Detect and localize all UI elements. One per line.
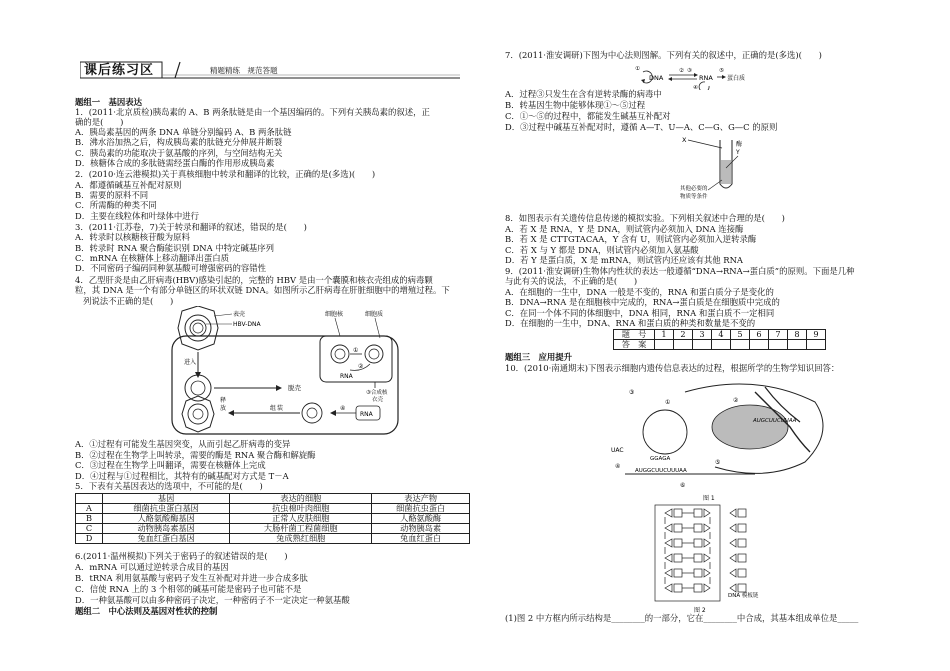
q8-option-b: B．若 X 是 CTTGTACAA，Y 含有 U，则试管内必须加入逆转录酶 [505,234,757,244]
test-tube-figure [680,134,770,204]
table-cell: 细菌抗虫蛋白 [372,504,470,514]
table-header-row [76,494,470,504]
q2-option-c: C．所需酶的种类不同 [75,200,157,210]
answer-cell[interactable] [750,340,769,350]
q1-option-b: B．沸水浴加热之后，构成胰岛素的肽链充分伸展并断裂 [75,137,283,147]
table-header-cell: 基因 [103,494,230,504]
q2-stem: 2．(2010·连云港模拟)关于真核细胞中转录和翻译的比较，正确的是(多选)( ) [75,169,376,179]
label-step2: ② [358,363,364,370]
template-base [738,509,746,517]
table-cell: 动物胰岛素 [372,524,470,534]
label-seq1: AUGCUUCUUAA [753,418,797,424]
q2-option-a: A．都遵循碱基互补配对原则 [75,180,182,190]
group1-heading: 题组一 基因表达 [75,97,142,107]
answer-table-label: 题 号 [614,330,655,340]
table-cell: C [76,524,103,534]
template-sugar [730,509,736,517]
base-left [674,554,682,562]
label-step2: ② [679,68,684,74]
q10-sub1: (1)图 2 中方框内所示结构是________的一部分，它在________中合成，其基本组成单位是_____ [505,613,859,623]
group2-heading: 题组二 中心法则及基因对性状的控制 [75,606,218,616]
template-sugar [730,584,736,592]
label-step1: ① [635,66,640,72]
answer-table [613,329,826,350]
label-uac: UAC [611,447,624,454]
table-cell: 兔血红蛋白基因 [103,534,230,544]
q3-option-a: A．转录时以核糖核苷酸为原料 [75,232,190,242]
label-enter: 进入 [184,359,197,366]
template-base [738,584,746,592]
label-dna-model: DNA 模板链 [728,593,759,599]
sugar-pentagon-left [665,569,672,577]
base-right [694,509,702,517]
sugar-pentagon-left [665,584,672,592]
q8-option-a: A．若 X 是 RNA，Y 是 DNA，则试管内必须加入 DNA 连接酶 [505,224,744,234]
table-header-cell: 表达产物 [372,494,470,504]
answer-number: 1 [655,330,674,340]
answer-table-answer-row[interactable] [614,340,826,350]
answer-cell[interactable] [731,340,750,350]
fig1-caption: 图 1 [703,495,715,502]
q7-option-b: B．转基因生物中能够体现①～⑤过程 [505,100,646,110]
q6-option-a: A．mRNA 可以通过逆转录合成目的基因 [75,562,229,572]
label-cytoplasm: 细胞质 [365,311,384,318]
q4-option-c: C．③过程在生物学上叫翻译，需要在核糖体上完成 [75,460,266,470]
q6-option-d: D．一种氨基酸可以由多种密码子决定，一种密码子不一定决定一种氨基酸 [75,595,350,605]
q9-option-d: D．在细胞的一生中，DNA、RNA 和蛋白质的种类和数量是不变的 [505,318,756,328]
label-n4: ④ [615,463,621,470]
label-n2: ② [733,397,739,404]
label-n3: ③ [629,389,635,396]
answer-cell[interactable] [769,340,788,350]
answer-number: 4 [712,330,731,340]
label-synth1: ③合成核 [366,390,388,396]
base-left [674,539,682,547]
q1-option-d: D．核糖体合成的多肽链需经蛋白酶的作用形成胰岛素 [75,158,275,168]
q7-option-a: A．过程③只发生在含有逆转录酶的病毒中 [505,89,662,99]
template-base [738,554,746,562]
table-row [76,534,470,544]
template-base [738,539,746,547]
fig2-caption: 图 2 [694,607,706,614]
template-sugar [730,554,736,562]
section-header [80,60,460,82]
table-cell: D [76,534,103,544]
table-row [76,524,470,534]
q3-option-b: B．转录时 RNA 聚合酶能识别 DNA 中特定碱基序列 [75,243,274,253]
q8-option-c: C．若 X 与 Y 都是 DNA，则试管内必须加入氨基酸 [505,245,699,255]
sugar-pentagon-left [665,509,672,517]
label-n5: ⑤ [715,459,721,466]
label-step3: ③ [687,68,692,74]
base-right [694,539,702,547]
q4-option-b: B．②过程在生物学上叫转录，需要的酶是 RNA 聚合酶和解旋酶 [75,450,316,460]
answer-number: 2 [674,330,693,340]
group3-heading: 题组三 应用提升 [505,352,572,362]
label-nucleus: 细胞核 [325,311,344,318]
table-cell: 人酪氨酸酶基因 [103,514,230,524]
answer-number: 3 [693,330,712,340]
base-right [694,554,702,562]
central-dogma-figure [635,62,745,90]
q10-stem: 10．(2010·南通期末)下图表示细胞内遗传信息表达的过程，根据所学的生物学知识回答： [505,363,840,373]
sugar-pentagon-left [665,524,672,532]
label-synth2: 衣壳 [372,397,384,403]
label-assemble2: 装 [277,405,284,412]
base-left [674,569,682,577]
label-protein: 蛋白质 [727,75,745,82]
q9-option-c: C．在同一个体不同的体细胞中，DNA 相同，RNA 和蛋白质不一定相同 [505,308,775,318]
label-x: X [682,136,687,144]
answer-number: 6 [750,330,769,340]
answer-number: 7 [769,330,788,340]
q4-stem-end: 列说法不正确的是( ) [83,296,174,306]
q9-stem: 9．(2011·淮安调研)生物体内性状的表达一般遵循“DNA→RNA→蛋白质”的原则。下面是几种 [505,266,855,276]
answer-cell[interactable] [674,340,693,350]
q5-stem: 5．下表有关基因表达的选项中，不可能的是( ) [75,481,263,491]
q1-stem-cont: 确的是( ) [75,117,124,127]
label-assemble1: 组 [270,405,277,412]
q6-option-c: C．信使 RNA 上的 3 个相邻的碱基可能是密码子也可能不是 [75,584,302,594]
template-sugar [730,569,736,577]
q8-option-d: D．若 Y 是蛋白质，X 是 mRNA，则试管内还应该有其他 RNA [505,255,743,265]
answer-number: 8 [788,330,807,340]
label-seq3: AUGGCUUCUUUAA [635,468,687,474]
base-right [694,584,702,592]
template-base [738,569,746,577]
template-base [738,524,746,532]
label-n1: ① [665,399,671,406]
table-header-cell [76,494,103,504]
label-enzyme: 酶 [736,141,743,148]
label-rna-cyto: RNA [360,411,373,418]
table-cell: 兔血红蛋白 [372,534,470,544]
label-step4: ④ [340,405,346,412]
label-uncoat: 脱壳 [288,384,301,392]
table-cell: A [76,504,103,514]
sugar-pentagon-right [704,569,710,577]
sugar-pentagon-right [704,539,710,547]
table-cell: 细菌抗虫蛋白基因 [103,504,230,514]
sugar-pentagon-right [704,584,710,592]
label-cond2: 物质等条件 [680,194,708,200]
table-cell: 人酪氨酸酶 [372,514,470,524]
table-cell: B [76,514,103,524]
template-sugar [730,524,736,532]
hbv-replication-figure [170,306,400,436]
q7-stem: 7．(2011·淮安调研)下图为中心法则图解。下列有关的叙述中，正确的是(多选)( ) [505,50,822,60]
label-release2: 放 [220,405,227,412]
sugar-pentagon-right [704,554,710,562]
answer-table-label: 答 案 [614,340,655,350]
table-row [76,514,470,524]
answer-cell[interactable] [712,340,731,350]
q9-option-b: B．DNA→RNA 是在细胞核中完成的，RNA→蛋白质是在细胞质中完成的 [505,297,780,307]
base-right [694,569,702,577]
table-cell: 动物胰岛素基因 [103,524,230,534]
label-step5: ⑤ [719,68,724,74]
label-rna-nucleus: RNA [340,373,353,380]
q7-option-c: C．①～⑤的过程中，都能发生碱基互补配对 [505,111,671,121]
header-title: 课后练习区 [84,63,155,78]
label-hbv-dna: HBV-DNA [233,321,261,328]
label-envelope: 表壳 [233,311,246,318]
q3-option-d: D．不同密码子编码同种氨基酸可增强密码的容错性 [75,263,266,273]
answer-cell[interactable] [807,340,826,350]
base-right [694,524,702,532]
label-rna: RNA [699,74,713,82]
header-subtitle: 精题精练 规范答题 [210,66,278,75]
sugar-pentagon-left [665,539,672,547]
table-row [76,504,470,514]
ladder-group [665,509,746,592]
table-cell: 大肠杆菌工程菌细胞 [230,524,372,534]
q3-option-c: C．mRNA 在核糖体上移动翻译出蛋白质 [75,253,229,263]
q1-option-a: A．胰岛素基因的两条 DNA 单链分别编码 A、B 两条肽链 [75,127,292,137]
q8-stem: 8．如图表示有关遗传信息传递的模拟实验。下列相关叙述中合理的是( ) [505,213,785,223]
label-step1: ① [353,347,359,354]
base-left [674,524,682,532]
table-cell: 兔成熟红细胞 [230,534,372,544]
answer-cell[interactable] [693,340,712,350]
q6-stem: 6.(2011·温州模拟)下列关于密码子的叙述错误的是( ) [75,551,288,561]
label-cond1: 其他必要的 [680,186,708,192]
label-step4: ④ [693,85,698,90]
answer-number: 5 [731,330,750,340]
q2-option-d: D．主要在线粒体和叶绿体中进行 [75,211,199,221]
q1-option-c: C．胰岛素的功能取决于氨基酸的序列，与空间结构无关 [75,148,283,158]
sugar-pentagon-right [704,524,710,532]
template-sugar [730,539,736,547]
dna-ladder-figure-2 [650,503,770,615]
answer-cell[interactable] [655,340,674,350]
label-y: Y [736,149,740,156]
q3-stem: 3．(2011·江苏卷，7)关于转录和翻译的叙述，错误的是( ) [75,222,307,232]
answer-cell[interactable] [788,340,807,350]
answer-table-number-row [614,330,826,340]
q4-option-a: A．①过程有可能发生基因突变，从而引起乙肝病毒的变异 [75,439,291,449]
label-dna: DNA [649,74,664,82]
q4-option-d: D．④过程与①过程相比，其特有的碱基配对方式是 T－A [75,471,289,481]
q5-table [75,493,470,544]
q1-stem: 1．(2011·北京质检)胰岛素的 A、B 两条肽链是由一个基因编码的。下列有关胰岛素的叙述，正 [75,107,430,117]
q7-option-d: D．③过程中碱基互补配对时，遵循 A—T、U—A、C—G、G—C 的原则 [505,122,778,132]
q6-option-b: B．tRNA 利用氨基酸与密码子发生互补配对并进一步合成多肽 [75,573,308,583]
base-left [674,584,682,592]
translation-figure-1 [605,372,835,502]
q4-stem: 4．乙型肝炎是由乙肝病毒(HBV)感染引起的，完整的 HBV 是由一个囊膜和核衣壳组成的病毒颗 [75,275,433,285]
sugar-pentagon-right [704,509,710,517]
base-left [674,509,682,517]
q9-stem-cont: 与此有关的说法，不正确的是( ) [505,276,638,286]
q4-stem-cont: 粒，其 DNA 是一个有部分单链区的环状双链 DNA。如图所示乙肝病毒在肝脏细胞中的增殖过程。下 [75,285,450,295]
q9-option-a: A．在细胞的一生中，DNA 一般是不变的，RNA 和蛋白质分子是变化的 [505,287,774,297]
answer-number: 9 [807,330,826,340]
label-n6: ⑥ [680,482,686,489]
q2-option-b: B．需要的原料不同 [75,190,149,200]
label-seq2: GGAGA [650,456,671,462]
table-header-cell: 表达的细胞 [230,494,372,504]
label-release1: 释 [220,397,227,404]
table-cell: 抗虫棉叶肉细胞 [230,504,372,514]
sugar-pentagon-left [665,554,672,562]
table-cell: 正常人皮肤细胞 [230,514,372,524]
